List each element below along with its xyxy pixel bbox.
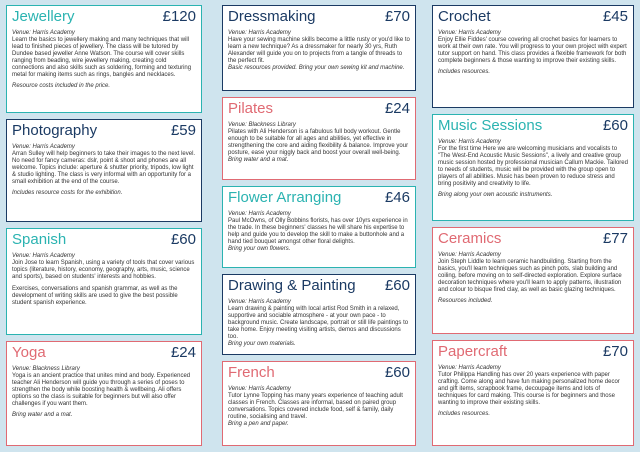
course-price: £24	[170, 344, 196, 361]
course-title: Yoga	[12, 344, 46, 361]
course-note: Resources included.	[438, 298, 493, 304]
course-title: Photography	[12, 122, 98, 139]
course-price: £60	[384, 364, 410, 381]
course-title: Dressmaking	[228, 8, 316, 25]
course-card-papercraft	[432, 340, 634, 446]
course-description: Join Steph Liddle to learn ceramic handbuilding. Starting from the basics, you'll learn techniques such as pinch pots, slab building and coiling, before moving on to self-directed exploration. Explore surface decoration techniques where you'll learn to apply patterns, illustration and colour to bisque fired clay, as well as basic glazing techniques.	[438, 259, 622, 293]
course-venue: Venue: Harris Academy	[438, 252, 501, 258]
course-venue: Venue: Harris Academy	[438, 139, 501, 145]
course-price: £59	[170, 122, 196, 139]
course-title: Crochet	[438, 8, 491, 25]
course-price: £70	[384, 8, 410, 25]
course-note: Bring your own flowers.	[228, 246, 291, 252]
course-title: Pilates	[228, 100, 274, 117]
course-title: Drawing & Painting	[228, 277, 356, 294]
course-title: Papercraft	[438, 343, 508, 360]
course-card-yoga	[6, 341, 202, 446]
course-note: Resource costs included in the price.	[12, 83, 111, 89]
course-price: £46	[384, 189, 410, 206]
course-price: £77	[602, 230, 628, 247]
course-note: Includes resource costs for the exhibition.	[12, 190, 123, 196]
course-description: Join Jose to learn Spanish, using a variety of tools that cover various topics (literature, history, economy, geography, arts, music, science and sports), based on students' interests and hobbies.	[12, 260, 195, 280]
course-note: Bring water and a mat.	[228, 157, 289, 163]
course-price: £120	[162, 8, 196, 25]
course-description: Tutor Lynne Topping has many years experience of teaching adult classes in French. Classes are informal, based on paired group conversations. Topics covered include food, self & family, daily routine, socialising and travel.	[228, 393, 403, 420]
course-description-extra: Exercises, conversations and spanish grammar, as well as the development of writing skills are used to give the best possible student spanish experience.	[12, 286, 178, 306]
course-venue: Venue: Harris Academy	[12, 30, 75, 36]
course-card-french	[222, 361, 416, 446]
course-price: £60	[170, 231, 196, 248]
course-venue: Venue: Harris Academy	[228, 30, 291, 36]
course-description: Learn drawing & painting with local artist Rod Smith in a relaxed, supportive and sociable atmosphere - at your own pace - to background music. Create landscape, portrait or still life paintings to take home. Enjoy meeting visiting artists, demos and discussions too.	[228, 306, 409, 340]
course-description: Learn the basics to jewellery making and many techniques that will lead to finished pieces of jewellery. The class will be tutored by Dundee based jeweller Anne Watson. The course will cover skills ranging from beading, wire jewellery making, creating cold connections and also skills such as soldering, forming and texturing metal for making items such as rings, bangles and necklaces.	[12, 37, 192, 78]
course-card-jewellery	[6, 5, 202, 113]
course-price: £45	[602, 8, 628, 25]
course-title: Ceramics	[438, 230, 502, 247]
course-description: Have your sewing machine skills become a little rusty or you'd like to learn a new technique? As a dressmaker for nearly 30 yrs, Ruth Alexander will guide you on to projects from a tangle of threads to the perfect fit.	[228, 37, 410, 64]
course-title: Jewellery	[12, 8, 75, 25]
course-venue: Venue: Harris Academy	[228, 211, 291, 217]
course-card-photography	[6, 119, 202, 222]
course-price: £70	[602, 343, 628, 360]
course-description: Tutor Philippa Handling has over 20 years experience with paper crafting. Come along and have fun making personalized home decor and gift items, scrapbook frame, decoupage items and lots of techniques for card making. This course is for beginners and those wanting to improve their existing skills.	[438, 372, 620, 406]
course-venue: Venue: Harris Academy	[438, 365, 501, 371]
course-venue: Venue: Harris Academy	[228, 299, 291, 305]
course-venue: Venue: Harris Academy	[12, 253, 75, 259]
course-card-crochet	[432, 5, 634, 108]
course-venue: Venue: Harris Academy	[12, 144, 75, 150]
course-price: £24	[384, 100, 410, 117]
course-description: Arran Sulley will help beginners to take their images to the next level. No need for fancy cameras: dslr, point & shoot and phones are all welcome. Topics include: aperture & shutter priority, tripods, low light & studio lighting. The class is very informal with an opportunity for a small exhibition at the end of the course.	[12, 151, 196, 185]
course-venue: Venue: Blackness Library	[12, 366, 80, 372]
course-note: Bring along your own acoustic instruments.	[438, 192, 553, 198]
course-note: Basic resources provided. Bring your own sewing kit and machine.	[228, 65, 405, 71]
course-title: Music Sessions	[438, 117, 543, 134]
course-card-dressmaking	[222, 5, 416, 91]
course-card-pilates	[222, 97, 416, 180]
course-venue: Venue: Harris Academy	[228, 386, 291, 392]
course-note: Bring water and a mat.	[12, 412, 73, 418]
course-description: For the first time Here we are welcoming musicians and vocalists to "The West-End Acoustic Music Sessions", a lively and creative group music session hosted by professional musician Callum Mackie. Tailored to needs of students, music will be provided with the group open to players of all abilities. Music has been proven to reduce stress and bring positivity and creativity to life.	[438, 146, 628, 187]
course-title: French	[228, 364, 275, 381]
course-venue: Venue: Harris Academy	[438, 30, 501, 36]
course-card-flower-arranging	[222, 186, 416, 268]
course-title: Spanish	[12, 231, 67, 248]
course-card-ceramics	[432, 227, 634, 334]
course-description: Yoga is an ancient practice that unites mind and body. Experienced teacher Ali Henderson will guide you through a series of poses to strengthen the body while boosting health & wellbeing. Ali offers options so the class is suitable for beginners but will also offer challenges if you want them.	[12, 373, 191, 407]
course-price: £60	[602, 117, 628, 134]
course-note: Bring your own materials.	[228, 341, 296, 347]
course-venue: Venue: Blackness Library	[228, 122, 296, 128]
course-description: Enjoy Ellie Fiddes' course covering all crochet basics for learners to work at their own rate. You will progress to your own project with expert tutor support on hand. This class provides a flexible framework for both complete beginners & those wanting to improve their existing skills.	[438, 37, 627, 64]
course-note: Bring a pen and paper.	[228, 421, 289, 427]
course-card-music-sessions	[432, 114, 634, 221]
course-card-spanish	[6, 228, 202, 335]
course-note: Includes resources.	[438, 69, 491, 75]
course-card-drawing-painting	[222, 274, 416, 355]
course-description: Paul McOwns, of Olly Bobbins florists, has over 10yrs experience in the trade. In these beginners' classes he will share his expertise to help and guide you to develop the skill to make a buttonhole and a hand tied bouquet amongst other floral delights.	[228, 218, 408, 245]
course-note: Includes resources.	[438, 411, 491, 417]
course-title: Flower Arranging	[228, 189, 342, 206]
course-price: £60	[384, 277, 410, 294]
course-description: Pilates with Ali Henderson is a fabulous full body workout. Gentle enough to be suitable for all ages and abilities, yet effective in strengthening the core and aiding flexibility & balance. Improve your posture, ease your niggly back and boost your overall well-being.	[228, 129, 409, 156]
